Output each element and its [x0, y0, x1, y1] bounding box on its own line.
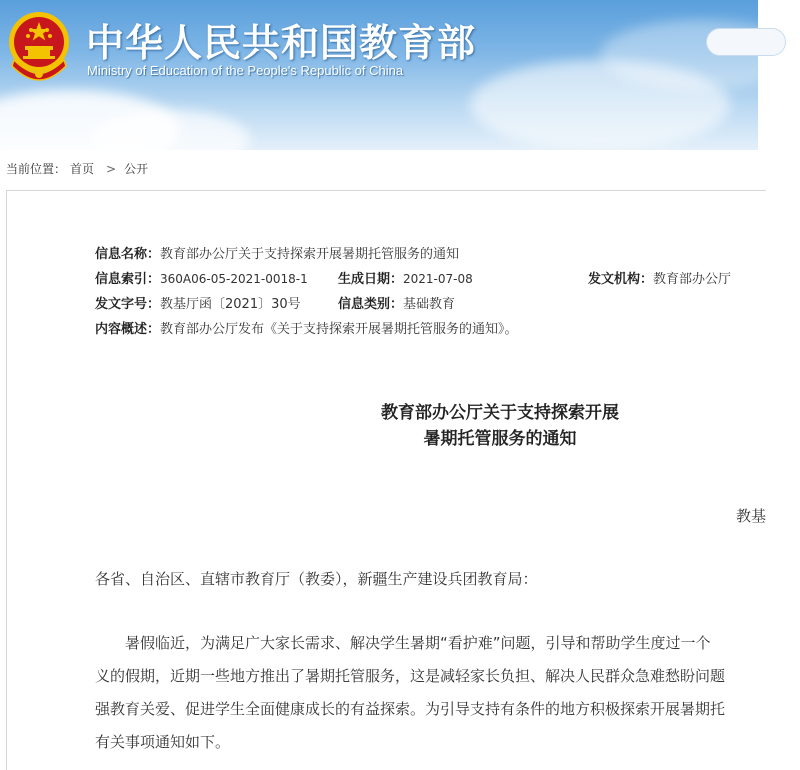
meta-name-label: 信息名称： [95, 247, 161, 262]
meta-row-docnum [95, 293, 301, 312]
site-subtitle: Ministry of Education of the People's Republic of China [87, 63, 404, 78]
meta-index-value: 360A06-05-2021-0018-1 [160, 272, 308, 286]
meta-docnum-value: 教基厅函〔2021〕30号 [160, 297, 301, 312]
site-header [0, 0, 758, 150]
breadcrumb [0, 150, 758, 188]
meta-category-value: 基础教育 [403, 297, 456, 312]
document-title-line: 教育部办公厅关于支持探索开展 [381, 403, 619, 423]
search-input[interactable] [706, 28, 786, 56]
meta-row-category [338, 293, 455, 312]
breadcrumb-current-link[interactable]: 公开 [124, 162, 149, 176]
meta-summary-label: 内容概述： [95, 322, 161, 337]
document-title-line: 暑期托管服务的通知 [423, 429, 577, 449]
document-number: 教基 [736, 507, 767, 525]
breadcrumb-home-link[interactable]: 首页 [70, 162, 95, 176]
meta-date-label: 生成日期： [338, 272, 404, 287]
meta-summary-value: 教育部办公厅发布《关于支持探索开展暑期托管服务的通知》。 [160, 322, 518, 337]
meta-row-summary [95, 318, 518, 337]
meta-issuer-label: 发文机构： [588, 272, 654, 287]
meta-date-value: 2021-07-08 [403, 272, 473, 286]
site-title[interactable]: 中华人民共和国教育部 [86, 21, 477, 65]
breadcrumb-separator: > [106, 162, 117, 176]
meta-row-name [95, 243, 459, 262]
meta-row-issuer [588, 268, 731, 287]
meta-docnum-label: 发文字号： [95, 297, 161, 312]
paragraph-line: 有关事项通知如下。 [95, 733, 231, 751]
national-emblem-icon[interactable] [6, 10, 72, 82]
paragraph-line: 暑假临近，为满足广大家长需求、解决学生暑期“看护难”问题，引导和帮助学生度过一个 [125, 634, 711, 652]
document-title [300, 400, 700, 452]
meta-row-date [338, 268, 473, 287]
paragraph-line: 义的假期，近期一些地方推出了暑期托管服务，这是减轻家长负担、解决人民群众急难愁盼问题 [95, 667, 726, 685]
meta-index-label: 信息索引： [95, 272, 161, 287]
meta-name-value: 教育部办公厅关于支持探索开展暑期托管服务的通知 [160, 247, 460, 262]
meta-issuer-value: 教育部办公厅 [653, 272, 732, 287]
document-salutation: 各省、自治区、直辖市教育厅（教委），新疆生产建设兵团教育局： [95, 570, 538, 588]
meta-category-label: 信息类别： [338, 297, 404, 312]
breadcrumb-label: 当前位置： [6, 162, 67, 176]
meta-row-index [95, 268, 308, 287]
paragraph-line: 强教育关爱、促进学生全面健康成长的有益探索。为引导支持有条件的地方积极探索开展暑期托 [95, 700, 726, 718]
